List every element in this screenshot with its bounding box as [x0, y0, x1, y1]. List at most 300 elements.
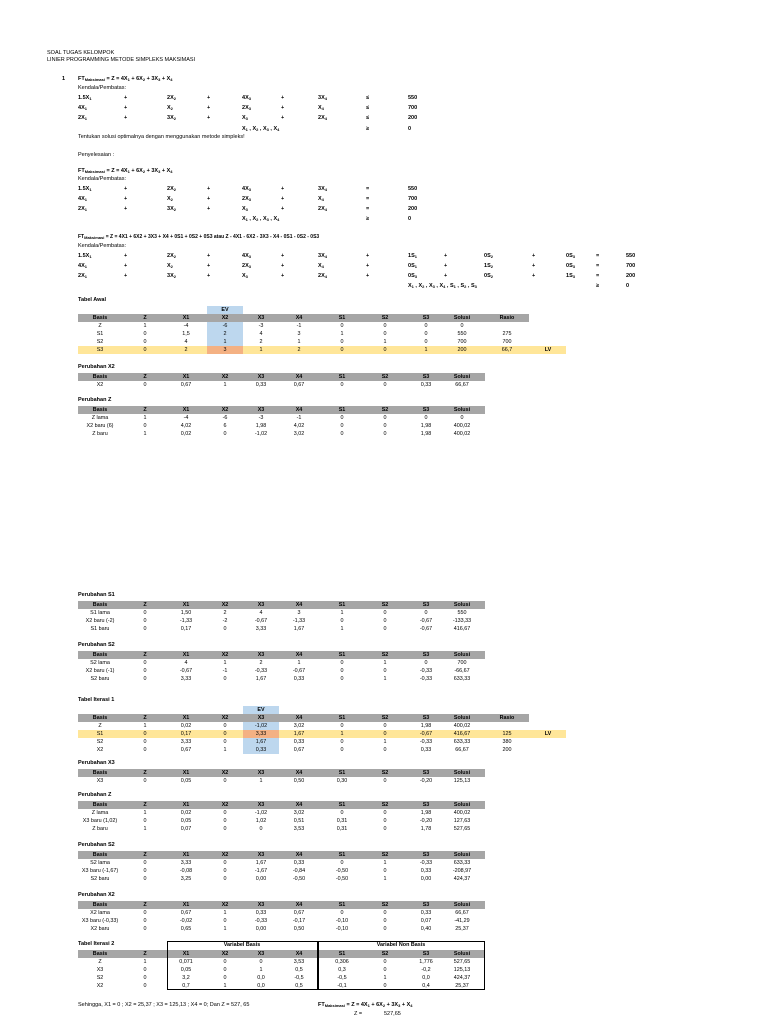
table-cell: 700 [457, 339, 467, 345]
table-row [78, 809, 485, 817]
table-cell: X3 [96, 967, 104, 973]
table-cell: 0,02 [180, 810, 192, 816]
table-cell: 0 [340, 431, 344, 437]
table-cell: 1,67 [255, 860, 267, 866]
table-row [78, 617, 485, 625]
table-cell: Z [143, 315, 147, 321]
constraint-r0-c7: ≤ [366, 95, 370, 101]
table-cell: Solusi [453, 652, 471, 658]
constraint-eq-r2-c8: 200 [408, 206, 418, 212]
table-cell: S3 [422, 374, 430, 380]
table-cell: 1,67 [255, 676, 267, 682]
table-cell: 0 [143, 747, 147, 753]
table-cell: -6 [222, 323, 228, 329]
table-cell: Basis [92, 602, 108, 608]
table-cell: S3 [422, 315, 430, 321]
table-cell: Basis [92, 852, 108, 858]
table-cell: -1 [296, 323, 302, 329]
table-cell: 275 [502, 331, 512, 337]
table-cell: -6 [222, 415, 228, 421]
table-cell: 3 [297, 610, 301, 616]
constraint-eq-r1-c0: $4X_1$ [78, 196, 87, 202]
table-cell: X1 [182, 951, 190, 957]
table-cell: 424,37 [453, 975, 471, 981]
table-cell: 550 [457, 331, 467, 337]
constraint-slack-r2-c14: 200 [626, 273, 636, 279]
constraint-r0-c0: $1.5X_1$ [78, 95, 92, 101]
table-cell: 0 [340, 723, 344, 729]
table-cell: 2 [297, 347, 301, 353]
table-cell: X3 [257, 315, 265, 321]
table-cell: S3 [422, 852, 430, 858]
table-cell: 0,07 [180, 826, 192, 832]
table-cell: 1 [143, 323, 147, 329]
constraint-eq-r2-c1: + [124, 206, 128, 212]
table-cell: 0,31 [336, 826, 348, 832]
table-cell: 0,31 [336, 818, 348, 824]
table-cell: -3 [258, 323, 264, 329]
table-cell: S3 [96, 347, 104, 353]
table-title: Tabel Iterasi 1 [78, 697, 115, 703]
table-cell: Z [143, 802, 147, 808]
table-cell: 1 [424, 347, 428, 353]
table-cell: X2 [96, 382, 104, 388]
table-cell: 0 [383, 731, 387, 737]
table-cell: 0 [383, 818, 387, 824]
table-cell: X3 [257, 374, 265, 380]
constraint-slack-r0-c13: = [596, 253, 600, 259]
table-cell: 1 [223, 926, 227, 932]
table-cell: 0 [223, 860, 227, 866]
constraint-r2-c5: + [281, 115, 285, 121]
problem-number: 1 [62, 76, 66, 82]
doc-title: SOAL TUGAS KELOMPOK [47, 50, 115, 56]
table-title: Perubahan S2 [78, 642, 115, 648]
table-cell: 0,67 [293, 382, 305, 388]
table-cell: 3,33 [180, 860, 192, 866]
table-cell: 0,33 [293, 676, 305, 682]
constraint-slack-r2-c5: + [281, 273, 285, 279]
table-cell: 1,02 [255, 818, 267, 824]
table-cell: Solusi [453, 852, 471, 858]
table-cell: 3,33 [255, 731, 267, 737]
table-cell: 0,33 [420, 747, 432, 753]
table-cell: 1,5 [182, 331, 190, 337]
table-row [78, 730, 529, 738]
table-cell: X4 [295, 602, 303, 608]
table-cell: 1,98 [255, 423, 267, 429]
constraint-slack-r2-c7: + [366, 273, 370, 279]
constraint-slack-r1-c2: $X_2$ [167, 263, 173, 269]
table-cell: 0 [383, 778, 387, 784]
table-cell: 4 [259, 331, 263, 337]
table-cell: S2 [96, 739, 104, 745]
table-cell: 3,33 [255, 626, 267, 632]
table-cell: 0 [223, 918, 227, 924]
table-cell: 1,98 [420, 810, 432, 816]
table-row [78, 817, 485, 825]
table-cell: 1 [143, 826, 147, 832]
table-cell: 6 [223, 423, 227, 429]
table-cell: -0,5 [294, 975, 304, 981]
table-cell: 0 [143, 926, 147, 932]
table-cell: 4,02 [180, 423, 192, 429]
constraint-eq-r1-c2: $X_2$ [167, 196, 173, 202]
table-cell: 0 [383, 723, 387, 729]
constraint-r0-c2: $2X_2$ [167, 95, 176, 101]
table-cell: 0,67 [180, 382, 192, 388]
table-cell: S2 [381, 374, 389, 380]
kendala-label: Kendala/Pembatas: [78, 85, 127, 91]
table-cell: Solusi [453, 374, 471, 380]
table-cell: 0 [424, 610, 428, 616]
table-row [78, 859, 485, 867]
table-cell: Solusi [453, 315, 471, 321]
table-cell: 0 [383, 910, 387, 916]
table-cell: 0,33 [420, 382, 432, 388]
table-cell: 0 [383, 918, 387, 924]
table-cell: 1,67 [255, 739, 267, 745]
table-cell: 2 [259, 339, 263, 345]
table-title: Perubahan S2 [78, 842, 115, 848]
table-title: Perubahan X2 [78, 364, 115, 370]
table-cell: 0 [460, 415, 464, 421]
table-cell: 527,65 [453, 959, 471, 965]
constraint-slack-r1-c13: = [596, 263, 600, 269]
table-cell: 0 [340, 415, 344, 421]
table-cell: S1 [338, 602, 346, 608]
table-cell: 0,33 [420, 910, 432, 916]
constraint-eq-r2-c4: $X_3$ [242, 206, 248, 212]
table-cell: -0,84 [292, 868, 306, 874]
table-cell: 0 [424, 339, 428, 345]
table-cell: -4 [183, 415, 189, 421]
table-cell: 1,78 [420, 826, 432, 832]
table-cell: X1 [182, 315, 190, 321]
constraint-r2-c2: $3X_2$ [167, 115, 176, 121]
constraint-slack-r1-c10: $1S_2$ [484, 263, 493, 269]
table-cell: 0 [383, 967, 387, 973]
constraint-slack-r2-c9: + [444, 273, 448, 279]
table-cell: S3 [422, 802, 430, 808]
table-cell: Z baru [92, 826, 108, 832]
table-cell: X2 baru (-1) [85, 668, 115, 674]
table-cell: S1 [338, 770, 346, 776]
table-row [78, 422, 485, 430]
table-cell: 1 [223, 382, 227, 388]
table-cell: -0,33 [419, 860, 433, 866]
table-cell: -0,10 [335, 918, 349, 924]
constraint-slack-r0-c8: $1S_1$ [408, 253, 417, 259]
table-cell: 416,67 [453, 626, 471, 632]
table-cell: 633,33 [453, 860, 471, 866]
table-cell: 0 [340, 347, 344, 353]
table-cell: 0,0 [422, 975, 430, 981]
table-cell: 0 [143, 910, 147, 916]
constraint-slack-r1-c4: $2X_3$ [242, 263, 251, 269]
table-cell: -0,67 [419, 618, 433, 624]
constraint-slack-r2-c4: $X_3$ [242, 273, 248, 279]
table-cell: S2 [96, 975, 104, 981]
table-cell: 0 [143, 339, 147, 345]
table-cell: 0 [424, 415, 428, 421]
table-cell: -0,67 [292, 668, 306, 674]
table-cell: 0 [223, 723, 227, 729]
table-cell: 3,33 [180, 739, 192, 745]
table-cell: X2 baru (-2) [85, 618, 115, 624]
table-cell: 66,67 [455, 382, 469, 388]
constraint-slack-r0-c9: + [444, 253, 448, 259]
table-cell: 527,65 [453, 826, 471, 832]
table-cell: 1 [223, 910, 227, 916]
table-cell: 0,05 [180, 818, 192, 824]
table-cell: S3 [422, 770, 430, 776]
table-cell: 200 [457, 347, 467, 353]
constraint-slack-r1-c5: + [281, 263, 285, 269]
table-cell: Z [143, 407, 147, 413]
table-row [78, 917, 485, 925]
constraint-slack-r0-c6: $3X_4$ [318, 253, 327, 259]
table-header-row [78, 901, 485, 909]
table-cell: 0 [424, 660, 428, 666]
table-cell: 1 [383, 860, 387, 866]
table-cell: X3 baru (-0,33) [81, 918, 119, 924]
table-cell: S3 [422, 715, 430, 721]
objective-function-3: $FT_{Maksimasi} = Z = 4X1 + 6X2 + 3X3 + X4 + 0S1 + 0S2 + 0S3$ atau Z - 4X1 - 6X2 - 3X3 - X4 - 0S1 - 0S2 - 0S3 [78, 234, 320, 240]
table-cell: S3 [422, 652, 430, 658]
table-header-row [78, 314, 529, 322]
table-cell: 0 [143, 918, 147, 924]
nonneg-2: $X_1$ , $X_2$ , $X_3$ , $X_4$ [242, 216, 280, 222]
table-cell: X1 [182, 407, 190, 413]
final-z-label: Z = [354, 1011, 363, 1017]
constraint-r0-c6: $3X_4$ [318, 95, 327, 101]
table-row [78, 875, 485, 883]
table-cell: 0,05 [180, 967, 192, 973]
conclusion-text: Sehingga, X1 = 0 ; X2 = 25,37 ; X3 = 125,13 ; X4 = 0; Dan Z = 527, 65 [78, 1002, 250, 1008]
table-cell: 1,776 [419, 959, 433, 965]
constraint-slack-r1-c12: $0S_3$ [566, 263, 575, 269]
table-cell: 1,50 [180, 610, 192, 616]
constraint-r1-c6: $X_4$ [318, 105, 324, 111]
table-cell: Solusi [453, 770, 471, 776]
table-cell: 0 [143, 739, 147, 745]
table-cell: 4,02 [293, 423, 305, 429]
table-cell: S2 [381, 951, 389, 957]
table-cell: 0 [340, 668, 344, 674]
table-cell: 0 [383, 983, 387, 989]
table-cell: X2 [221, 407, 229, 413]
table-cell: 0,65 [180, 926, 192, 932]
constraint-eq-r1-c8: 700 [408, 196, 418, 202]
table-cell: 0 [383, 868, 387, 874]
constraint-slack-r2-c6: $2X_4$ [318, 273, 327, 279]
table-cell: 0,67 [293, 747, 305, 753]
table-cell: Z [143, 602, 147, 608]
table-cell: 3,02 [293, 810, 305, 816]
table-cell: 0 [340, 676, 344, 682]
table-cell: X4 [295, 652, 303, 658]
constraint-eq-r1-c5: + [281, 196, 285, 202]
table-row [78, 746, 529, 754]
table-cell: 0,33 [293, 860, 305, 866]
table-cell: 0 [143, 983, 147, 989]
table-cell: Solusi [453, 602, 471, 608]
table-cell: S2 [381, 715, 389, 721]
table-cell: S2 lama [90, 660, 110, 666]
table-cell: 0 [340, 339, 344, 345]
table-cell: Z [143, 374, 147, 380]
table-cell: 0 [143, 731, 147, 737]
table-cell: -1 [222, 668, 228, 674]
table-cell: X2 [221, 602, 229, 608]
constraint-slack-r1-c0: $4X_1$ [78, 263, 87, 269]
table-cell: 0,33 [255, 382, 267, 388]
ev-label: EV [221, 307, 229, 313]
table-cell: -0,67 [254, 618, 268, 624]
objective-function-2: $FT_{Maksimasi} = Z = 4X_1 + 6X_2 + 3X_3 + X_4$ [78, 168, 173, 174]
table-cell: 0,4 [422, 983, 430, 989]
table-cell: 0 [383, 331, 387, 337]
constraint-slack-r2-c11: + [532, 273, 536, 279]
zero-1: 0 [408, 126, 412, 132]
doc-subtitle: LINIER PROGRAMMING METODE SIMPLEKS MAKSIMASI [47, 57, 196, 63]
constraint-eq-r2-c6: $2X_4$ [318, 206, 327, 212]
table-cell: 2 [184, 347, 188, 353]
constraint-slack-r0-c2: $2X_2$ [167, 253, 176, 259]
table-cell: S1 [338, 852, 346, 858]
table-cell: -1,02 [254, 723, 268, 729]
table-cell: 4 [184, 660, 188, 666]
table-cell: 0 [223, 731, 227, 737]
table-cell: 0 [143, 967, 147, 973]
table-cell: X1 [182, 852, 190, 858]
table-cell: Z [98, 959, 102, 965]
constraint-slack-r2-c3: + [207, 273, 211, 279]
table-cell: 0,33 [255, 910, 267, 916]
table-cell: X3 [257, 770, 265, 776]
table-header-row [78, 601, 485, 609]
table-cell: 2 [223, 610, 227, 616]
constraint-r2-c4: $X_3$ [242, 115, 248, 121]
table-cell: 127,63 [453, 818, 471, 824]
constraint-r1-c0: $4X_1$ [78, 105, 87, 111]
table-cell: Z [143, 770, 147, 776]
ge-3: ≥ [596, 283, 600, 289]
constraint-slack-r0-c14: 550 [626, 253, 636, 259]
penyelesaian-label: Penyelesaian : [78, 152, 115, 158]
table-cell: Z [98, 323, 102, 329]
constraint-eq-r1-c1: + [124, 196, 128, 202]
table-cell: 0,0 [257, 983, 265, 989]
constraint-r1-c3: + [207, 105, 211, 111]
table-cell: 0 [223, 739, 227, 745]
constraint-r2-c1: + [124, 115, 128, 121]
table-cell: X1 [182, 902, 190, 908]
constraint-slack-r1-c1: + [124, 263, 128, 269]
table-cell: 1 [259, 347, 263, 353]
table-row [78, 609, 485, 617]
table-cell: X3 [257, 407, 265, 413]
table-header-row [78, 801, 485, 809]
table-cell: X2 baru (6) [86, 423, 114, 429]
constraint-slack-r0-c11: + [532, 253, 536, 259]
table-cell: 1 [223, 983, 227, 989]
lv-label: LV [544, 347, 552, 353]
kendala-label-2: Kendala/Pembatas: [78, 176, 127, 182]
table-header-row [78, 714, 529, 722]
constraint-eq-r0-c0: $1.5X_1$ [78, 186, 92, 192]
constraint-eq-r0-c4: $4X_3$ [242, 186, 251, 192]
objective-function: $FT_{Maksimasi} = Z = 4X_1 + 6X_2 + 3X_3 + X_4$ [78, 76, 173, 82]
table-cell: 0,5 [295, 983, 303, 989]
table-cell: -0,02 [179, 918, 193, 924]
table-cell: 0 [143, 626, 147, 632]
table-cell: 0,02 [180, 431, 192, 437]
table-cell: 0 [223, 431, 227, 437]
table-cell: S1 [96, 331, 104, 337]
constraint-slack-r1-c9: + [444, 263, 448, 269]
ev-label: EV [257, 707, 265, 713]
table-cell: X4 [295, 407, 303, 413]
table-row [78, 909, 485, 917]
table-cell: Z lama [91, 810, 109, 816]
table-cell: 4 [184, 339, 188, 345]
table-cell: S2 [381, 770, 389, 776]
constraint-slack-r1-c3: + [207, 263, 211, 269]
table-cell: 125,13 [453, 967, 471, 973]
table-cell: 66,67 [455, 910, 469, 916]
table-cell: 400,02 [453, 723, 471, 729]
table-cell: 125 [502, 731, 512, 737]
table-cell: -0,33 [419, 739, 433, 745]
table-cell: 550 [457, 610, 467, 616]
constraint-r1-c8: 700 [408, 105, 418, 111]
table-cell: 0,51 [293, 818, 305, 824]
table-cell: 0,306 [335, 959, 349, 965]
table-cell: 1 [383, 339, 387, 345]
table-cell: S2 lama [90, 860, 110, 866]
table-cell: -1 [296, 415, 302, 421]
table-cell: 0 [223, 826, 227, 832]
constraint-slack-r2-c8: $0S_3$ [408, 273, 417, 279]
table-cell: -0,2 [421, 967, 431, 973]
table-row [78, 777, 485, 785]
table-cell: X1 [182, 715, 190, 721]
table-cell: 0 [143, 778, 147, 784]
table-cell: Basis [92, 902, 108, 908]
table-cell: Solusi [453, 802, 471, 808]
table-cell: 416,67 [453, 731, 471, 737]
table-cell: X3 [257, 802, 265, 808]
table-cell: -0,17 [292, 918, 306, 924]
table-cell: Basis [92, 770, 108, 776]
table-cell: X1 [182, 802, 190, 808]
table-row [78, 722, 529, 730]
table-cell: -0,50 [335, 876, 349, 882]
table-cell: 3 [223, 347, 227, 353]
table-cell: 1,98 [420, 431, 432, 437]
table-cell: 0 [143, 868, 147, 874]
table-cell: X2 [221, 715, 229, 721]
constraint-r1-c1: + [124, 105, 128, 111]
zero-2: 0 [408, 216, 412, 222]
table-cell: 3,2 [182, 975, 190, 981]
nonneg-3: $X_1$ , $X_2$ , $X_3$ , $X_4$ , $S_1$ , $S_2$ , $S_3$ [408, 283, 477, 289]
table-cell: 0 [143, 610, 147, 616]
ge-2: ≥ [366, 216, 370, 222]
table-cell: X3 baru (-1,67) [81, 868, 119, 874]
